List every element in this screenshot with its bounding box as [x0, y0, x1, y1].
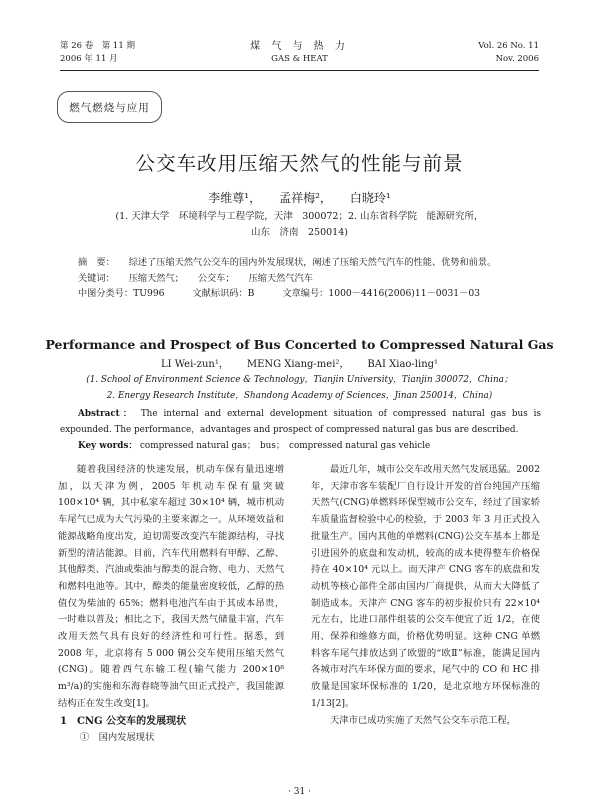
author-cn: 李维尊¹，: [208, 191, 262, 205]
affiliation-en-line: 2. Energy Research Institute，Shandong Academy of Sciences，Jinan 250014，China): [106, 391, 493, 401]
keywords-en-text: compressed natural gas； bus； compressed natural gas vehicle: [140, 441, 431, 451]
keyword-cn: 压缩天然气汽车: [248, 272, 313, 284]
metadata-en: [60, 406, 541, 454]
affiliation-cn: [0, 209, 599, 241]
abstract-cn: [60, 255, 541, 271]
affiliation-en: [0, 372, 599, 404]
column-tag: 燃气燃烧与应用: [57, 91, 162, 123]
affiliation-cn-line: 山东 济南 250014): [251, 227, 348, 238]
keywords-en-label: Key words：: [78, 441, 138, 451]
keywords-en: [60, 438, 541, 454]
clc-label: 中图分类号：: [78, 288, 134, 299]
metadata-cn: [60, 255, 541, 302]
date-cn: 2006 年 11 月: [60, 54, 118, 64]
body-paragraph: 最近几年，城市公交车改用天然气发展迅猛。2002 年，天津市客车装配厂自行设计开发的首台纯国产压缩天然气(CNG)单燃料环保型城市公交车，经过了国家轿车质量监督检验中心的检验，于 2003 年 3 月正式投入批量生产。国内其他的单燃料(CNG)公交车基本上都是引进国外的底盘和发动机，较高的成本使得整车价格保持在 40×10⁴ 元以上。而天津产 CNG 客车的底盘和发动机等核心部件全部由国内厂商提供，从而大大降低了制造成本。天津产 CNG 客车的初步报价只有 22×10⁴ 元左右，比进口部件组装的公交车便宜了近 1/2，在使用、保养和维修方面，价格优势明显。这种 CNG 单燃料客车尾气排放达到了欧盟的“欧Ⅱ”标准，能满足国内各城市对汽车环保方面的要求，尾气中的 CO 和 HC 排放量是国家环保标准的 1/20，是北京地方环保标准的 1/13[2]。: [311, 464, 540, 709]
header-right: [478, 40, 539, 66]
running-header: [60, 40, 539, 74]
volume-issue-cn: 第 26 卷 第 11 期: [60, 41, 135, 51]
title-en: Performance and Prospect of Bus Concerted to Compressed Natural Gas: [45, 337, 554, 352]
author-en: BAI Xiao-ling¹: [367, 359, 439, 370]
body-column-right: [311, 462, 540, 729]
authors-cn: [0, 189, 599, 206]
header-center: [60, 40, 539, 66]
keywords-cn: [60, 271, 541, 287]
journal-name-en: GAS & HEAT: [271, 54, 328, 64]
body-column-left: [58, 462, 284, 747]
abstract-cn-label: 摘 要：: [78, 257, 115, 268]
authors-en: [0, 355, 599, 370]
author-en: LI Wei-zun¹，: [160, 359, 229, 370]
author-cn: 白晓玲¹: [349, 191, 391, 205]
affiliation-en-line: (1. School of Environment Science & Technology，Tianjin University，Tianjin 300072，China；: [86, 375, 513, 385]
abstract-en: [60, 406, 541, 438]
abstract-en-text: The internal and external development situation of compressed natural gas bus is expounded. The performance，advantages and prospect of compressed natural gas bus are described.: [60, 409, 542, 435]
keyword-cn: 压缩天然气；: [128, 272, 184, 284]
article-no-label: 文章编号：: [282, 288, 329, 299]
affiliation-cn-line: (1. 天津大学 环境科学与工程学院，天津 300072；2. 山东省科学院 能源研究所，: [115, 211, 484, 222]
journal-name-cn: 煤 气 与 热 力: [250, 41, 349, 52]
section-heading: 1 CNG 公交车的发展现状: [60, 715, 187, 727]
page-number: · 31 ·: [288, 787, 311, 797]
article-no-value: 1000－4416(2006)11－0031－03: [328, 288, 481, 299]
doc-code-label: 文献标识码：: [192, 288, 248, 299]
abstract-en-label: Abstract：: [78, 409, 135, 419]
keyword-cn: 公交车；: [197, 272, 235, 284]
abstract-cn-text: 综述了压缩天然气公交车的国内外发展现状，阐述了压缩天然气汽车的性能、优势和前景。: [128, 257, 497, 268]
title-cn: 公交车改用压缩天然气的性能与前景: [135, 152, 464, 175]
classification-cn: [60, 286, 541, 302]
body-paragraph: 天津市已成功实施了天然气公交车示范工程，: [330, 714, 516, 726]
date-en: Nov. 2006: [495, 54, 539, 64]
keywords-cn-label: 关键词：: [78, 272, 115, 284]
header-rule: [60, 70, 539, 71]
volume-issue-en: Vol. 26 No. 11: [478, 41, 539, 51]
author-en: MENG Xiang-mei²，: [246, 359, 350, 370]
subsection-heading: ① 国内发展现状: [80, 732, 155, 744]
author-cn: 孟祥梅²，: [279, 191, 332, 205]
doc-code-value: B: [247, 288, 255, 299]
clc-value: TU996: [133, 288, 165, 299]
body-paragraph: 随着我国经济的快速发展，机动车保有量迅速增加，以天津为例，2005 年机动车保有量突破 100×10⁴ 辆，其中私家车超过 30×10⁴ 辆，城市机动车尾气已成为大气污染的主要来源之一。从环境效益和能源战略角度出发，迫切需要改变汽车能源结构，寻找新型的清洁能源。目前，汽车代用燃料有甲醇、乙醇、其他醇类、汽油或柴油与醇类的混合物、电力、天然气和燃料电池等。其中，醇类的能量密度较低，乙醇的热值仅为柴油的 65%；燃料电池汽车由于其成本昂贵，一时难以普及；相比之下，我国天然气储量丰富，汽车改用天然气具有良好的经济性和可行性。据悉，到 2008 年，北京将有 5 000 辆公交车使用压缩天然气(CNG)。随着西气东输工程(输气能力 200×10⁸ m³/a)的实施和东海春晓等油气田正式投产，我国能源结构正在发生改变[1]。: [58, 464, 284, 709]
